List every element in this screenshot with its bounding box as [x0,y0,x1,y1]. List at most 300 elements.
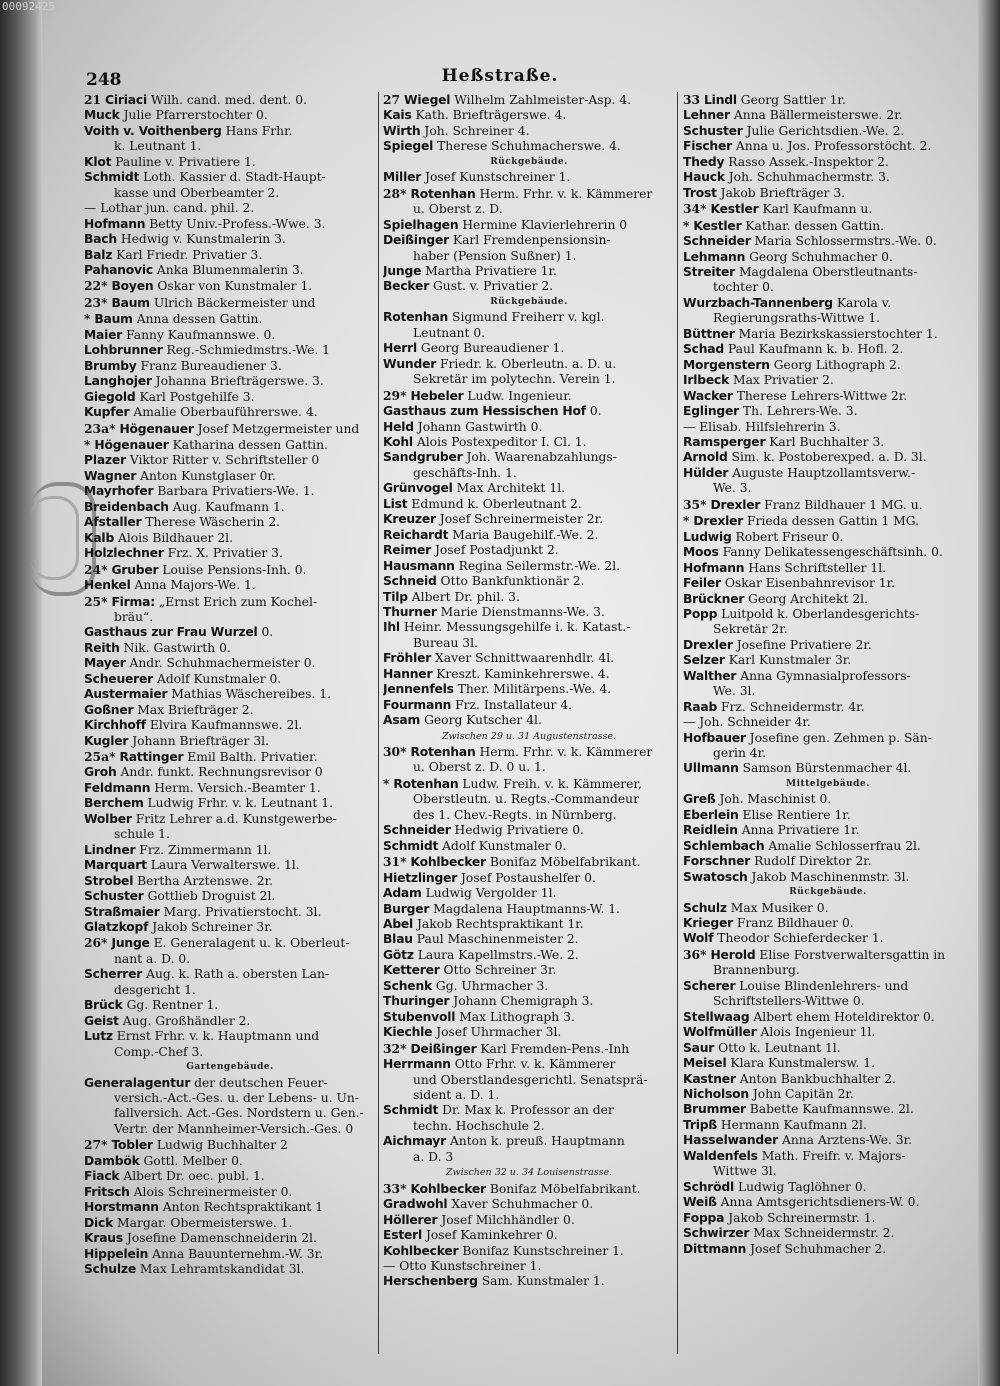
resident-details: Kreszt. Kaminkehrerswe. 4. [436,666,610,681]
resident-details: Hedwig v. Kunstmalerin 3. [120,232,286,247]
resident-entry [84,92,376,108]
house-number: 25* [84,593,108,609]
entry-continuation [683,994,973,1009]
resident-entry [683,124,973,139]
resident-entry [683,1149,973,1164]
page-number: 248 [86,70,122,90]
resident-details: u. Oberst z. D. [413,202,503,217]
resident-details: Xaver Schuhmacher 0. [451,1197,594,1212]
resident-entry [383,1010,675,1025]
resident-surname: Krieger [683,916,733,931]
resident-entry [383,698,675,713]
resident-entry [683,1102,973,1117]
entry-continuation [683,481,973,496]
resident-details: Barbara Privatiers-We. 1. [157,484,315,499]
resident-surname: Asam [383,713,421,728]
resident-details: Gg. Uhrmacher 3. [435,978,549,993]
resident-entry [383,948,675,963]
resident-surname: Kohl [383,434,413,449]
resident-entry [683,823,973,838]
resident-details: Josef Schreinermeister 2r. [439,512,604,527]
resident-surname: Hietzlinger [383,870,458,885]
resident-details: Julie Pfarrerstochter 0. [123,108,268,123]
resident-surname: Büttner [683,326,735,341]
resident-entry [383,886,675,901]
resident-details: „Ernst Erich zum Kochel- [158,594,318,609]
resident-details: nant a. D. 0. [114,951,191,966]
resident-entry [84,812,376,827]
resident-details: Max Musiker 0. [730,900,829,915]
resident-entry [383,1057,675,1072]
resident-details: Louise Blindenlehrers- und [739,978,909,993]
resident-details: Vertr. der Mannheimer-Versich.-Ges. 0 [114,1121,354,1136]
resident-entry [683,466,973,481]
resident-entry [84,201,376,216]
resident-entry [683,108,973,123]
resident-details: Max Lehramtskandidat 3l. [139,1261,305,1276]
resident-surname: Ihl [383,620,400,635]
resident-surname: Langhojer [84,374,152,389]
resident-details: Franz Bureaudiener 3. [140,358,282,373]
resident-surname: Greß [683,792,716,807]
resident-details: Amalie Oberbauführerswe. 4. [133,405,318,420]
resident-surname: Gradwohl [383,1197,448,1212]
resident-entry [383,388,675,404]
resident-details: Johann Briefträger 3l. [132,733,269,748]
resident-surname: Fourmann [383,697,452,712]
resident-entry [84,500,376,515]
resident-surname: Wolber [84,811,132,826]
house-number: 33* [383,1180,407,1196]
resident-surname: Schmidt [383,838,439,853]
resident-surname: Hofmann [683,560,745,575]
resident-details: desgericht 1. [114,982,196,997]
resident-entry [683,186,973,201]
resident-details: Aug. k. Rath a. obersten Lan- [146,967,330,982]
resident-entry [683,497,973,513]
resident-entry [84,1247,376,1262]
binding-shadow-left [0,0,42,1386]
resident-surname: Adam [383,886,422,901]
resident-entry [683,561,973,576]
resident-entry [383,574,675,589]
resident-entry [383,932,675,947]
resident-entry [84,343,376,358]
resident-surname: Afstaller [84,515,142,530]
resident-details: Paul Maschinenmeister 2. [416,932,579,947]
resident-surname: Deißinger [383,233,449,248]
resident-details: Aug. Großhändler 2. [122,1013,251,1028]
resident-details: Heinr. Messungsgehilfe i. k. Katast.- [403,620,631,635]
resident-details: der deutschen Feuer- [194,1075,328,1090]
resident-details: Anton Kunstglaser 0r. [140,468,276,483]
entry-continuation [683,684,973,699]
resident-surname: Klot [84,154,112,169]
house-number: 23* [84,294,108,310]
resident-entry [84,672,376,687]
resident-surname: Generalagentur [84,1075,191,1090]
resident-surname: Götz [383,947,414,962]
resident-surname: Giegold [84,389,136,404]
resident-entry [84,1200,376,1215]
resident-surname: Firma: [111,594,155,609]
resident-details: Karl Friedr. Privatier 3. [116,247,263,262]
resident-entry [84,703,376,718]
resident-details: Jakob Rechtspraktikant 1r. [417,917,584,932]
resident-details: Josef Kaminkehrer 0. [425,1228,558,1243]
resident-surname: Dick [84,1215,114,1230]
resident-entry [84,546,376,561]
resident-entry [383,528,675,543]
resident-entry [683,916,973,931]
resident-details: k. Leutnant 1. [114,139,202,154]
resident-entry [683,731,973,746]
resident-surname: Kreuzer [383,512,436,527]
resident-surname: Geist [84,1013,119,1028]
resident-entry [683,404,973,419]
resident-details: — Otto Kunstschreiner 1. [383,1258,542,1273]
resident-entry [383,1041,675,1057]
resident-entry [683,513,973,529]
entry-continuation [683,963,973,978]
resident-details: Loth. Kassier d. Stadt-Haupt- [143,170,326,185]
resident-entry [383,1181,675,1197]
resident-entry [84,578,376,593]
house-number: * [683,217,690,233]
resident-entry [383,357,675,372]
resident-entry [84,1169,376,1184]
resident-details: 0. [261,625,274,640]
resident-surname: Schmidt [84,170,140,185]
resident-surname: Rotenhan [410,186,476,201]
resident-details: kasse und Oberbeamter 2. [114,185,280,200]
resident-entry [383,108,675,123]
resident-entry [683,653,973,668]
resident-details: Xaver Schnittwaarenhdlr. 4l. [435,651,615,666]
resident-details: Franz Bildhauer 0. [736,916,854,931]
resident-entry [383,823,675,838]
page-title: Heßstraße. [441,66,559,86]
resident-surname: Walther [683,668,737,683]
resident-entry [683,139,973,154]
resident-surname: Hasselwander [683,1133,779,1148]
cross-street-note: Zwischen 29 u. 31 Augustenstrasse. [441,730,617,742]
resident-entry [383,713,675,728]
resident-entry [683,201,973,217]
resident-details: Theodor Schieferdecker 1. [717,931,884,946]
resident-surname: Junge [111,936,150,951]
resident-details: Ernst Frhr. v. k. Hauptmann und [116,1029,320,1044]
building-section-heading: Mittelgebäude. [786,778,870,789]
entry-continuation [383,1073,675,1088]
resident-details: Karl Kunstmaler 3r. [728,653,852,668]
house-number: * [84,311,91,327]
resident-entry [84,1231,376,1246]
entry-continuation [383,1088,675,1103]
resident-details: u. Oberst z. D. 0 u. 1. [413,760,546,775]
resident-entry [84,796,376,811]
resident-surname: Rotenhan [393,776,459,791]
resident-entry [383,1228,675,1243]
entry-continuation [683,622,973,637]
resident-surname: Högenauer [94,437,169,452]
resident-details: Fanny Delikatessengeschäftsinh. 0. [722,545,943,560]
resident-surname: Holzlechner [84,546,164,561]
entry-continuation [84,610,376,625]
entry-continuation [383,202,675,217]
resident-details: Ther. Militärpens.-We. 4. [457,682,612,697]
resident-surname: Tilp [383,589,408,604]
resident-entry [383,1244,675,1259]
resident-entry [84,625,376,640]
resident-details: Luitpold k. Oberlandesgerichts- [721,606,920,621]
resident-details: Dr. Max k. Professor an der [442,1103,614,1118]
resident-entry [383,450,675,465]
directory-column-3 [683,92,973,1257]
resident-entry [84,935,376,951]
resident-details: Georg Lithograph 2. [773,357,901,372]
resident-surname: Schwirzer [683,1226,750,1241]
resident-details: Georg Schuhmacher 0. [749,249,893,264]
resident-entry [683,715,973,730]
resident-details: Andr. Schuhmachermeister 0. [129,656,316,671]
resident-surname: Brückner [683,591,745,606]
resident-details: Karl Fremden-Pens.-Inh [480,1041,630,1056]
resident-details: Emil Balth. Privatier. [187,750,318,765]
resident-surname: Wunder [383,356,437,371]
house-number: 21 [84,92,102,107]
resident-entry [683,545,973,560]
resident-surname: Stellwaag [683,1009,750,1024]
resident-entry [84,263,376,278]
resident-details: Georg Architekt 2l. [748,591,868,606]
resident-surname: Moos [683,545,719,560]
resident-details: Hans Frhr. [225,123,293,138]
resident-details: Magdalena Oberstleutnants- [738,264,918,279]
resident-surname: Esterl [383,1228,423,1243]
resident-surname: Wirth [383,123,421,138]
resident-details: Ludwig Buchhalter 2 [156,1138,288,1153]
resident-details: Margar. Obermeisterswe. 1. [117,1215,293,1230]
resident-details: Rudolf Direktor 2r. [754,854,872,869]
resident-details: — Joh. Schneider 4r. [683,715,811,730]
resident-details: Gottlieb Droguist 2l. [147,889,276,904]
resident-surname: Hofmann [84,216,146,231]
resident-details: Oskar von Kunstmaler 1. [157,279,313,294]
resident-entry [84,217,376,232]
resident-entry [383,871,675,886]
resident-details: Hermine Klavierlehrerin 0 [462,217,628,232]
resident-details: Jakob Schreinermstr. 1. [728,1210,876,1225]
resident-details: Sekretär im polytechn. Verein 1. [413,372,616,387]
resident-details: Karola v. [836,295,892,310]
resident-details: Josef Postadjunkt 2. [434,543,559,558]
resident-entry [683,218,973,234]
resident-entry [383,994,675,1009]
resident-surname: Gruber [111,562,159,577]
resident-surname: Hippelein [84,1246,149,1261]
resident-entry [383,902,675,917]
resident-details: Fritz Lehrer a.d. Kunstgewerbe- [135,811,337,826]
resident-entry [383,1025,675,1040]
resident-surname: Schuster [84,889,144,904]
resident-entry [383,341,675,356]
resident-details: Elise Rentiere 1r. [742,807,851,822]
resident-details: Andr. funkt. Rechnungsrevisor 0 [120,765,323,780]
resident-surname: List [383,496,408,511]
house-number: 34* [683,201,707,217]
resident-surname: Fiack [84,1169,120,1184]
resident-entry [683,1195,973,1210]
resident-details: Josefine gen. Zehmen p. Sän- [749,730,932,745]
resident-entry [84,1137,376,1153]
resident-surname: Kiechle [383,1025,433,1040]
resident-surname: Breidenbach [84,499,169,514]
entry-continuation [84,1091,376,1106]
resident-details: Albert ehem Hoteldirektor 0. [753,1009,935,1024]
resident-entry [84,359,376,374]
resident-entry [84,656,376,671]
resident-surname: Fröhler [383,651,432,666]
resident-surname: Schenk [383,978,432,993]
resident-surname: Henkel [84,578,131,593]
resident-entry [383,559,675,574]
resident-details: Josef Milchhändler 0. [441,1212,575,1227]
resident-details: Johanna Briefträgerswe. 3. [155,374,324,389]
resident-surname: Deißinger [410,1041,477,1056]
resident-details: Samson Bürstenmacher 4l. [742,761,912,776]
resident-details: Josef Metzgermeister und [197,421,360,436]
resident-entry [84,920,376,935]
resident-details: Marg. Privatierstocht. 3l. [163,904,322,919]
resident-surname: Raab [683,699,718,714]
resident-details: — Elisab. Hilfslehrerin 3. [683,419,841,434]
resident-entry [383,651,675,666]
resident-details: Laura Verwalterswe. 1l. [150,858,300,873]
resident-entry [84,1262,376,1277]
resident-details: sident a. D. 1. [413,1088,500,1102]
resident-surname: Kugler [84,733,129,748]
resident-details: E. Generalagent u. k. Oberleut- [153,936,350,951]
resident-details: Anna Privatiere 1r. [741,823,860,838]
resident-details: Anka Blumenmalerin 3. [156,262,304,277]
resident-entry [683,1025,973,1040]
resident-details: Kath. Briefträgerswe. 4. [415,108,567,123]
resident-surname: Schulze [84,1261,136,1276]
resident-details: Johann Chemigraph 3. [453,994,594,1009]
resident-surname: Balz [84,247,113,262]
resident-details: und Oberstlandesgerichtl. Senatsprä- [413,1072,648,1087]
resident-surname: Blau [383,932,413,947]
resident-surname: Herrl [383,341,417,356]
resident-details: Joh. Schreiner 4. [424,123,530,138]
resident-details: Leutnant 0. [413,325,486,340]
building-section-heading: Rückgebäude. [789,887,867,898]
resident-entry [683,669,973,684]
resident-details: Reg.-Schmiedmstrs.-We. 1 [166,343,330,358]
resident-surname: Popp [683,606,718,621]
resident-surname: Wacker [683,388,733,403]
resident-details: techn. Hochschule 2. [413,1118,545,1133]
resident-details: Katharina dessen Gattin. [172,437,328,452]
resident-details: Herm. Versich.-Beamter 1. [154,780,321,795]
entry-continuation [683,1164,973,1179]
resident-surname: Schmidt [383,1103,439,1118]
resident-details: gerin 4r. [713,746,767,761]
resident-details: Hermann Kaufmann 2l. [720,1117,867,1132]
resident-details: Gg. Rentner 1. [126,998,219,1013]
resident-surname: Boyen [111,279,154,294]
resident-details: Josef Postaushelfer 0. [461,870,596,885]
resident-entry [383,233,675,248]
resident-details: Jakob Maschinenmstr. 3l. [751,869,910,884]
resident-entry [683,607,973,622]
resident-surname: Schneider [383,823,451,838]
resident-surname: Junge [383,263,422,278]
resident-details: Anna Bällermeisterswe. 2r. [733,108,903,123]
scan-id: 00092425 [2,0,55,13]
resident-surname: Eberlein [683,807,739,822]
resident-details: Elvira Kaufmannswe. 2l. [149,718,303,733]
resident-details: John Capitän 2r. [752,1087,854,1101]
resident-surname: Kirchhoff [84,718,146,733]
resident-entry [683,250,973,265]
entry-continuation [84,952,376,967]
resident-details: Josefine Privatiere 2r. [736,637,872,652]
resident-surname: Rotenhan [410,745,476,760]
resident-surname: Herschenberg [383,1274,478,1289]
house-number: 22* [84,278,108,294]
resident-details: We. 3l. [713,684,756,699]
resident-surname: Rattinger [119,750,184,765]
resident-surname: Grünvogel [383,481,453,496]
resident-entry [683,1010,973,1025]
resident-entry [84,108,376,123]
resident-details: Therese Wäscherin 2. [145,515,281,530]
resident-entry [383,218,675,233]
resident-details: Max Briefträger 2. [137,702,254,717]
resident-details: Albert Dr. oec. publ. 1. [123,1169,265,1184]
resident-surname: Baum [111,295,150,310]
resident-details: Otto k. Leutnant 1l. [718,1040,841,1055]
resident-details: Frz. X. Privatier 3. [167,546,283,561]
resident-surname: Becker [383,279,430,294]
resident-entry [383,620,675,635]
resident-surname: Brumby [84,358,137,373]
resident-entry [383,124,675,139]
resident-entry [84,718,376,733]
entry-continuation [383,808,675,823]
resident-surname: Drexler [710,497,761,512]
resident-surname: Schulz [683,900,727,915]
resident-details: Auguste Hauptzollamtsverw.- [732,465,916,480]
resident-details: Anna Gymnasialprofessors- [740,668,911,683]
resident-details: Maria Baugehilf.-We. 2. [452,527,599,542]
resident-details: Rasso Assek.-Inspektor 2. [728,154,889,169]
resident-details: Wilh. cand. med. dent. 0. [150,93,307,107]
resident-details: Nik. Gastwirth 0. [123,640,231,655]
resident-details: Amalie Schlosserfrau 2l. [768,838,921,853]
resident-surname: Plazer [84,453,126,468]
resident-details: Julie Gerichtsdien.-We. 2. [746,123,905,138]
resident-entry [383,512,675,527]
resident-details: Oskar Eisenbahnrevisor 1r. [724,576,896,591]
resident-entry [84,734,376,749]
resident-entry [84,562,376,578]
resident-details: Albert Dr. phil. 3. [411,589,520,604]
cross-street-note: Zwischen 32 u. 34 Louisenstrasse. [445,1167,613,1179]
resident-details: Therese Schuhmacherswe. 4. [437,139,621,154]
